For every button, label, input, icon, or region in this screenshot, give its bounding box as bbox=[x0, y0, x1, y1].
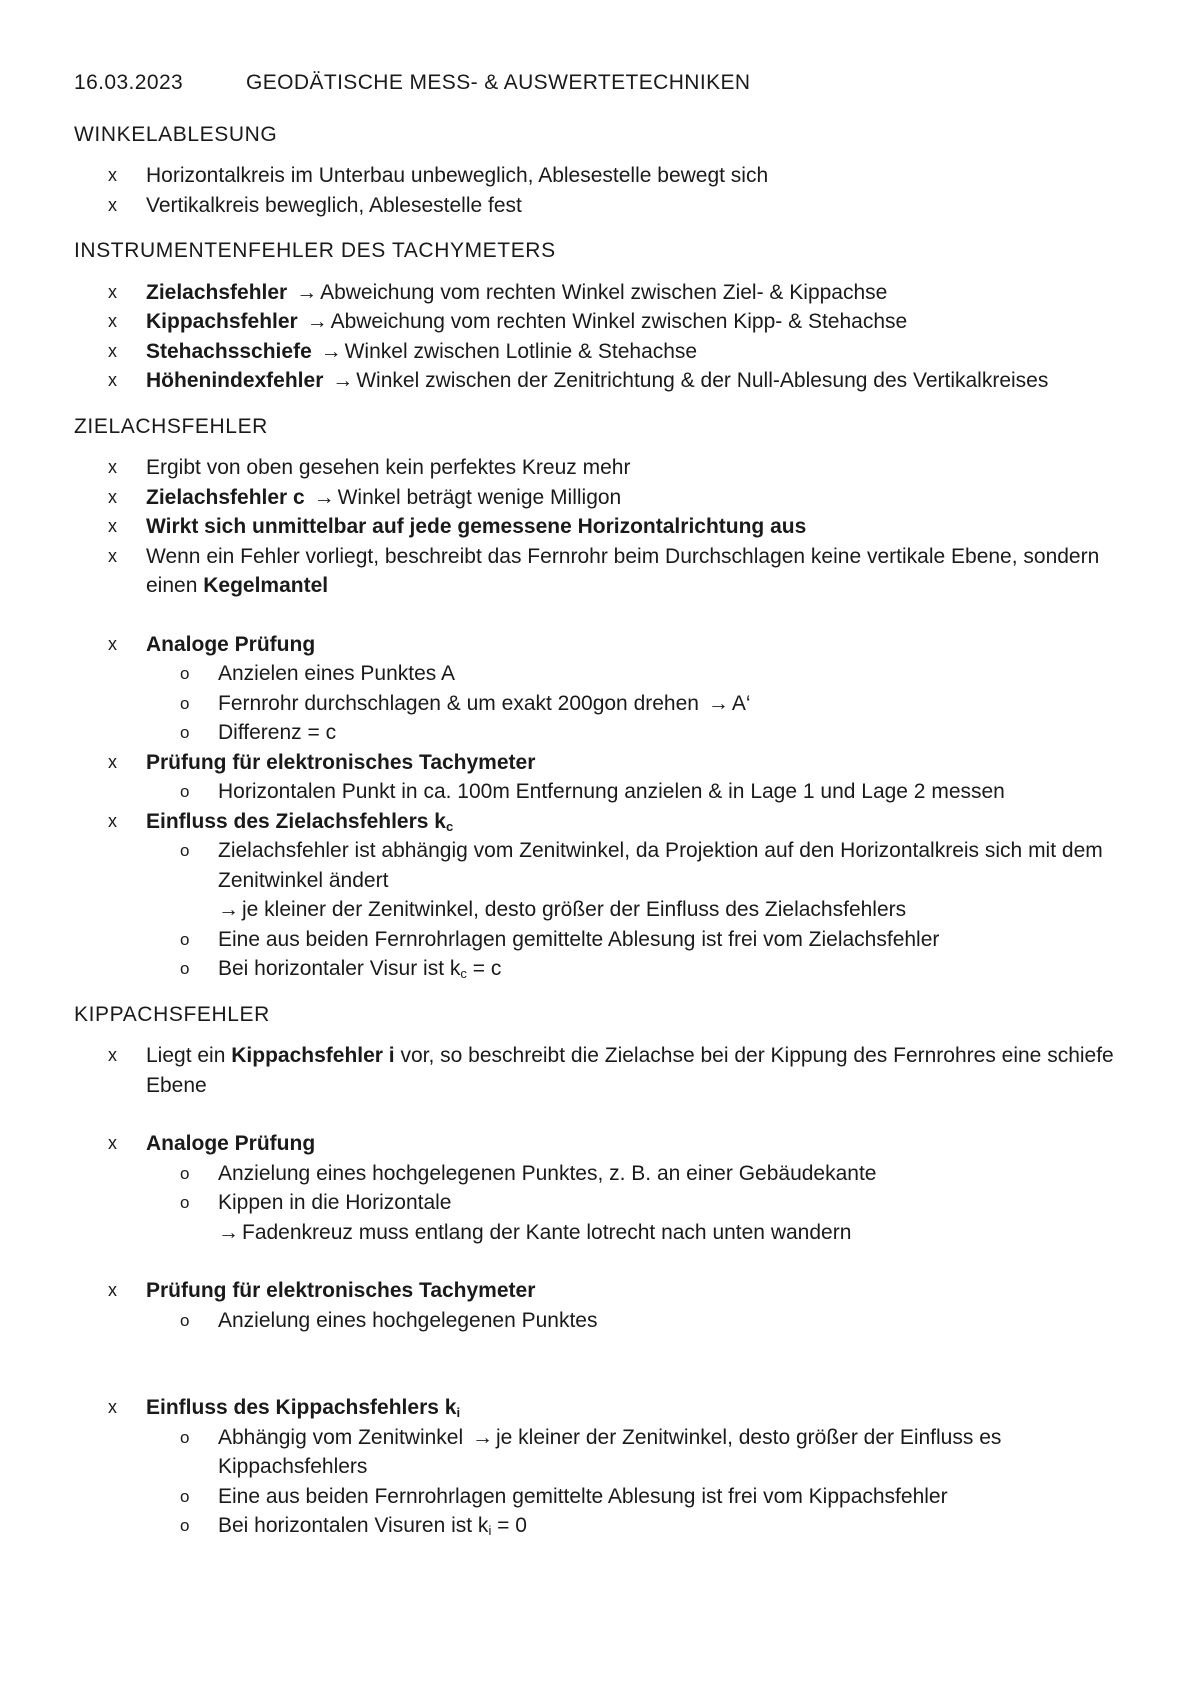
spacer bbox=[74, 1247, 1134, 1276]
document-page bbox=[74, 68, 1134, 1557]
list-item: x Kippachsfehler → Abweichung vom rechten Winkel zwischen Kipp- & Stehachse bbox=[74, 307, 1134, 337]
sublist-item: o Fernrohr durchschlagen & um exakt 200gon drehen → A‘ bbox=[146, 689, 1134, 719]
bullet-o-marker: o bbox=[180, 1310, 190, 1330]
header-date: 16.03.2023 bbox=[74, 71, 184, 94]
arrow-right-icon: → bbox=[306, 310, 328, 333]
list-item: x Wirkt sich unmittelbar auf jede gemessene Horizontalrichtung aus bbox=[74, 512, 1134, 542]
bullet-x-marker: x bbox=[108, 281, 117, 302]
header-title: GEODÄTISCHE MESS- & AUSWERTETECHNIKEN bbox=[246, 71, 751, 94]
arrow-right-icon: → bbox=[332, 369, 354, 392]
list-item: x Prüfung für elektronisches Tachymeter o Horizontalen Punkt in ca. 100m Entfernung anzielen & in Lage 1 und Lage 2 messen bbox=[74, 748, 1134, 807]
bullet-x-marker: x bbox=[108, 165, 117, 185]
arrow-right-icon: → bbox=[707, 691, 729, 715]
bullet-x-marker: x bbox=[108, 340, 117, 361]
sublist-item: o Anzielung eines hochgelegenen Punktes, z. B. an einer Gebäudekante bbox=[146, 1159, 1134, 1189]
list-item: x Vertikalkreis beweglich, Ablesestelle fest bbox=[74, 191, 1134, 221]
list-item: x Stehachsschiefe → Winkel zwischen Lotlinie & Stehachse bbox=[74, 337, 1134, 367]
list-instrumentenfehler bbox=[74, 278, 1134, 396]
bullet-x-marker: x bbox=[108, 1397, 117, 1417]
bullet-x-marker: x bbox=[108, 1045, 117, 1065]
bullet-x-marker: x bbox=[108, 486, 117, 507]
sublist-item: o Kippen in die Horizontale → Fadenkreuz muss entlang der Kante lotrecht nach unten wandern bbox=[146, 1188, 1134, 1247]
bullet-o-marker: o bbox=[180, 723, 190, 742]
sublist-item: o Eine aus beiden Fernrohrlagen gemittelte Ablesung ist frei vom Zielachsfehler bbox=[146, 925, 1134, 955]
sublist bbox=[146, 836, 1134, 984]
bullet-x-marker: x bbox=[108, 1280, 117, 1300]
arrow-right-icon: → bbox=[471, 1425, 493, 1449]
sublist bbox=[146, 659, 1134, 748]
sublist bbox=[146, 1423, 1134, 1541]
bullet-o-marker: o bbox=[180, 1486, 190, 1506]
bullet-o-marker: o bbox=[180, 1516, 190, 1535]
arrow-right-icon: → bbox=[296, 280, 318, 304]
bullet-o-marker: o bbox=[180, 1193, 190, 1212]
list-item: x Analoge Prüfung o Anzielung eines hochgelegenen Punktes, z. B. an einer Gebäudekante o Kippen in die Horizontale → Fadenkreuz muss entlang der Kante lotrecht nach unten wandern bbox=[74, 1129, 1134, 1247]
arrow-right-icon: → bbox=[320, 339, 342, 363]
section-title-kippachsfehler: KIPPACHSFEHLER bbox=[74, 1002, 270, 1026]
sublist bbox=[146, 1306, 1134, 1336]
list-item: x Horizontalkreis im Unterbau unbeweglich, Ablesestelle bewegt sich bbox=[74, 161, 1134, 191]
list-item: x Einfluss des Zielachsfehlers $k_c$ o Zielachsfehler ist abhängig vom Zenitwinkel, da Projektion auf den Horizontalkreis sich mit dem Zenitwinkel ändert → je kleiner der Zenitwinkel, desto größer der Einfluss des Zielachsfehlers o Eine aus beiden Fernrohrlagen gemittelte Ablesung ist frei vom Zielachsfehler o Bei horizontaler Visur ist $k_c = c$ bbox=[74, 807, 1134, 984]
bullet-o-marker: o bbox=[180, 664, 190, 683]
spacer bbox=[74, 1335, 1134, 1393]
list-kippachsfehler bbox=[74, 1041, 1134, 1541]
bullet-x-marker: x bbox=[108, 1133, 117, 1153]
sublist-item: o Horizontalen Punkt in ca. 100m Entfernung anzielen & in Lage 1 und Lage 2 messen bbox=[146, 777, 1134, 807]
list-item: x Analoge Prüfung o Anzielen eines Punktes A o Fernrohr durchschlagen & um exakt 200gon drehen → A‘ o Differenz = c bbox=[74, 630, 1134, 748]
bullet-x-marker: x bbox=[108, 633, 117, 654]
bullet-o-marker: o bbox=[180, 693, 190, 713]
bullet-o-marker: o bbox=[180, 782, 190, 801]
bullet-x-marker: x bbox=[108, 370, 117, 390]
arrow-right-icon: → bbox=[218, 898, 239, 921]
sublist-item: o Abhängig vom Zenitwinkel → je kleiner der Zenitwinkel, desto größer der Einfluss es Kippachsfehlers bbox=[146, 1423, 1134, 1482]
sublist-item: o Bei horizontalen Visuren ist $k_i = 0$ bbox=[146, 1511, 1134, 1541]
spacer bbox=[74, 1100, 1134, 1129]
sublist bbox=[146, 777, 1134, 807]
bullet-x-marker: x bbox=[108, 194, 117, 215]
sublist-item: o Zielachsfehler ist abhängig vom Zenitwinkel, da Projektion auf den Horizontalkreis sich mit dem Zenitwinkel ändert → je kleiner der Zenitwinkel, desto größer der Einfluss des Zielachsfehlers bbox=[146, 836, 1134, 925]
bullet-o-marker: o bbox=[180, 1163, 190, 1183]
sublist bbox=[146, 1159, 1134, 1248]
arrow-right-icon: → bbox=[313, 485, 335, 509]
bullet-o-marker: o bbox=[180, 1427, 190, 1447]
section-title-instrumentenfehler: INSTRUMENTENFEHLER DES TACHYMETERS bbox=[74, 239, 556, 262]
sublist-item: o Eine aus beiden Fernrohrlagen gemittelte Ablesung ist frei vom Kippachsfehler bbox=[146, 1482, 1134, 1512]
section-title-zielachsfehler: ZIELACHSFEHLER bbox=[74, 414, 268, 438]
section-title-winkelablesung: WINKELABLESUNG bbox=[74, 122, 278, 146]
bullet-o-marker: o bbox=[180, 959, 190, 978]
sublist-item: o Bei horizontaler Visur ist $k_c = c$ bbox=[146, 954, 1134, 984]
list-item: x Einfluss des Kippachsfehlers $k_i$ o Abhängig vom Zenitwinkel → je kleiner der Zenitwinkel, desto größer der Einfluss es Kippachsfehlers o Eine aus beiden Fernrohrlagen gemittelte Ablesung ist frei vom Kippachsfehler o Bei horizontalen Visuren ist $k_i = 0$ bbox=[74, 1393, 1134, 1541]
list-item: x Wenn ein Fehler vorliegt, beschreibt das Fernrohr beim Durchschlagen keine vertikale Ebene, sondern einen Kegelmantel bbox=[74, 542, 1134, 601]
list-item: x Höhenindexfehler → Winkel zwischen der Zenitrichtung & der Null-Ablesung des Vertikalkreises bbox=[74, 366, 1134, 396]
list-item: x Zielachsfehler → Abweichung vom rechten Winkel zwischen Ziel- & Kippachse bbox=[74, 278, 1134, 308]
sublist-item: o Anzielen eines Punktes A bbox=[146, 659, 1134, 689]
list-winkelablesung bbox=[74, 161, 1134, 220]
bullet-x-marker: x bbox=[108, 810, 117, 831]
list-zielachsfehler bbox=[74, 453, 1134, 984]
list-item: x Prüfung für elektronisches Tachymeter o Anzielung eines hochgelegenen Punktes bbox=[74, 1276, 1134, 1335]
list-item: x Ergibt von oben gesehen kein perfektes Kreuz mehr bbox=[74, 453, 1134, 483]
bullet-x-marker: x bbox=[108, 457, 117, 477]
sublist-item: o Anzielung eines hochgelegenen Punktes bbox=[146, 1306, 1134, 1336]
bullet-x-marker: x bbox=[108, 545, 117, 566]
bullet-x-marker: x bbox=[108, 751, 117, 772]
bullet-x-marker: x bbox=[108, 516, 117, 536]
spacer bbox=[74, 601, 1134, 630]
bullet-o-marker: o bbox=[180, 929, 190, 949]
sublist-item: o Differenz = c bbox=[146, 718, 1134, 748]
bullet-x-marker: x bbox=[108, 311, 117, 331]
page-header bbox=[74, 68, 1134, 98]
list-item: x Liegt ein Kippachsfehler i vor, so beschreibt die Zielachse bei der Kippung des Fernrohres eine schiefe Ebene bbox=[74, 1041, 1134, 1100]
list-item: x Zielachsfehler c → Winkel beträgt wenige Milligon bbox=[74, 483, 1134, 513]
bullet-o-marker: o bbox=[180, 841, 190, 860]
arrow-right-icon: → bbox=[218, 1220, 239, 1244]
